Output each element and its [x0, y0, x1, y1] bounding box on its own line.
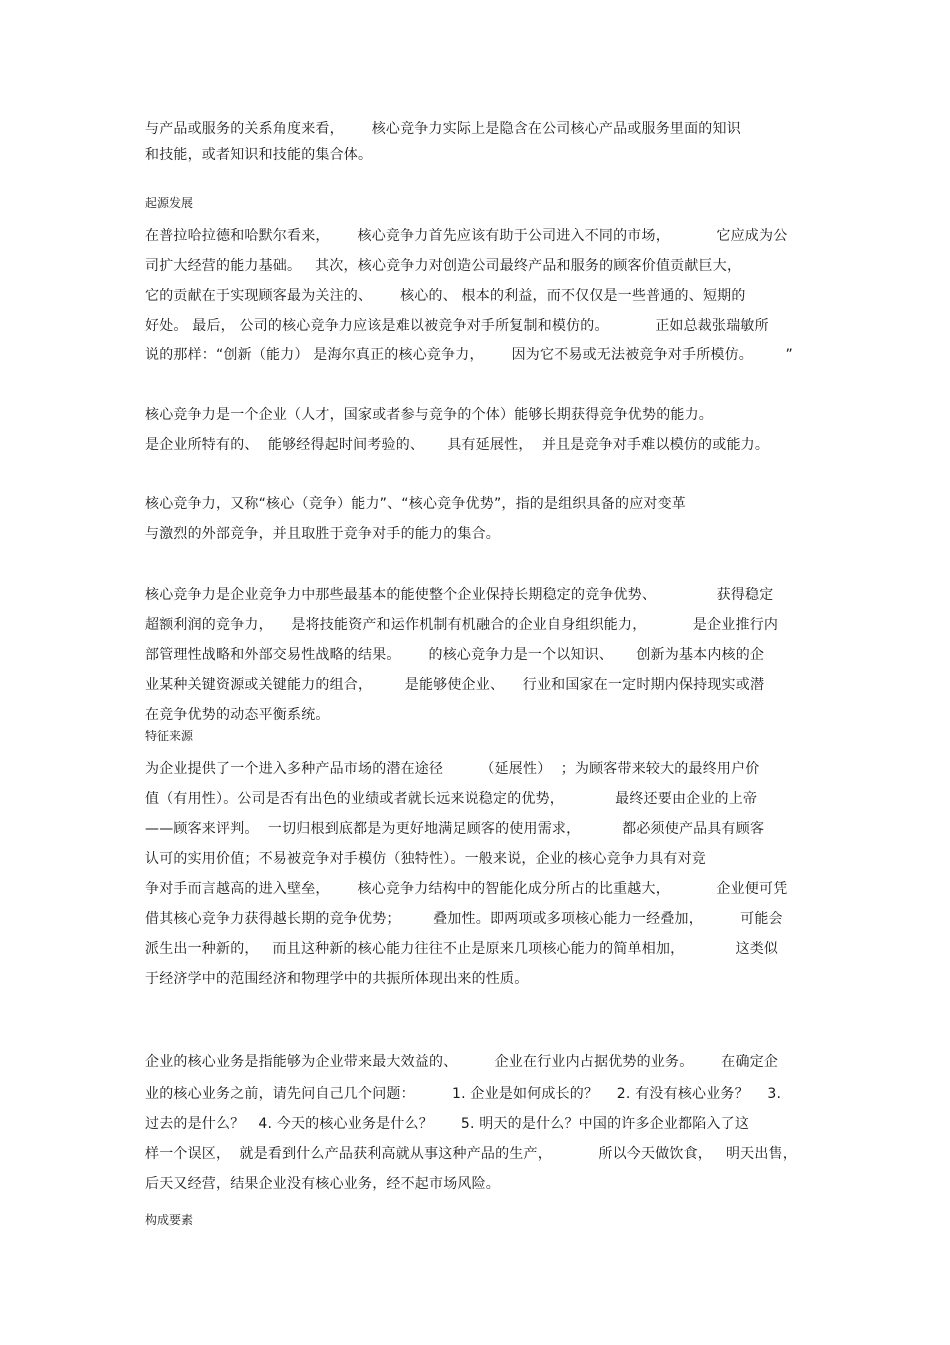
feature-line-5: 争对手而言越高的进入壁垒， 核心竞争力结构中的智能化成分所占的比重越大， 企业便可凭: [145, 881, 788, 897]
origin-line-5: 说的那样：“创新（能力） 是海尔真正的核心竞争力， 因为它不易或无法被竞争对手所模仿。 ”: [145, 347, 794, 363]
business-line-5: 后天又经营，结果企业没有核心业务，经不起市场风险。: [145, 1176, 500, 1192]
def1-line-2: 是企业所特有的、 能够经得起时间考验的、 具有延展性， 并且是竞争对手难以模仿的或能力。: [145, 437, 770, 453]
def3-line-1: 核心竞争力是企业竞争力中那些最基本的能使整个企业保持长期稳定的竞争优势、 获得稳定: [145, 587, 774, 603]
section-heading-origin: 起源发展: [145, 196, 194, 210]
business-line-1: 企业的核心业务是指能够为企业带来最大效益的、 企业在行业内占据优势的业务。 在确定企: [145, 1054, 779, 1070]
origin-line-1: 在普拉哈拉德和哈默尔看来， 核心竞争力首先应该有助于公司进入不同的市场， 它应成为公: [145, 228, 788, 244]
intro-line-1: 与产品或服务的关系角度来看， 核心竞争力实际上是隐含在公司核心产品或服务里面的知识: [145, 121, 741, 137]
business-line-3: 过去的是什么？ 4. 今天的核心业务是什么？ 5. 明天的是什么？中国的许多企业都陷入了这: [145, 1116, 750, 1132]
def3-line-4: 业某种关键资源或关键能力的组合， 是能够使企业、 行业和国家在一定时期内保持现实或潜: [145, 677, 765, 693]
business-line-4: 样一个误区， 就是看到什么产品获利高就从事这种产品的生产， 所以今天做饮食， 明天出售，: [145, 1146, 797, 1162]
feature-line-1: 为企业提供了一个进入多种产品市场的潜在途径 （延展性） ；为顾客带来较大的最终用户价: [145, 761, 760, 777]
section-heading-elements: 构成要素: [145, 1213, 194, 1227]
origin-line-4: 好处。 最后， 公司的核心竞争力应该是难以被竞争对手所复制和模仿的。 正如总裁张瑞敏所: [145, 318, 769, 334]
feature-line-6: 借其核心竞争力获得越长期的竞争优势； 叠加性。即两项或多项核心能力一经叠加， 可能会: [145, 911, 783, 927]
business-line-2: 业的核心业务之前，请先问自己几个问题： 1. 企业是如何成长的？ 2. 有没有核心业务？ 3.: [145, 1086, 782, 1102]
feature-line-8: 于经济学中的范围经济和物理学中的共振所体现出来的性质。: [145, 971, 529, 987]
feature-line-2: 值（有用性）。公司是否有出色的业绩或者就长远来说稳定的优势， 最终还要由企业的上帝: [145, 791, 758, 807]
origin-line-2: 司扩大经营的能力基础。 其次，核心竞争力对创造公司最终产品和服务的顾客价值贡献巨大，: [145, 258, 742, 274]
def3-line-2: 超额利润的竞争力， 是将技能资产和运作机制有机融合的企业自身组织能力， 是企业推行内: [145, 617, 779, 633]
def1-line-1: 核心竞争力是一个企业（人才，国家或者参与竞争的个体）能够长期获得竞争优势的能力。: [145, 407, 713, 423]
def3-line-3: 部管理性战略和外部交易性战略的结果。 的核心竞争力是一个以知识、 创新为基本内核的企: [145, 647, 765, 663]
intro-line-2: 和技能，或者知识和技能的集合体。: [145, 147, 373, 163]
def2-line-1: 核心竞争力，又称“核心（竞争）能力”、“核心竞争优势”，指的是组织具备的应对变革: [145, 496, 687, 512]
def2-line-2: 与激烈的外部竞争，并且取胜于竞争对手的能力的集合。: [145, 526, 500, 542]
origin-line-3: 它的贡献在于实现顾客最为关注的、 核心的、 根本的利益，而不仅仅是一些普通的、短期的: [145, 288, 746, 304]
feature-line-7: 派生出一种新的， 而且这种新的核心能力往往不止是原来几项核心能力的简单相加， 这类似: [145, 941, 779, 957]
section-heading-feature: 特征来源: [145, 729, 194, 743]
feature-line-4: 认可的实用价值；不易被竞争对手模仿（独特性）。一般来说，企业的核心竞争力具有对竞: [145, 851, 706, 867]
feature-line-3: ——顾客来评判。 一切归根到底都是为更好地满足顾客的使用需求， 都必须使产品具有顾客: [145, 821, 765, 837]
def3-line-5: 在竞争优势的动态平衡系统。: [145, 707, 330, 723]
